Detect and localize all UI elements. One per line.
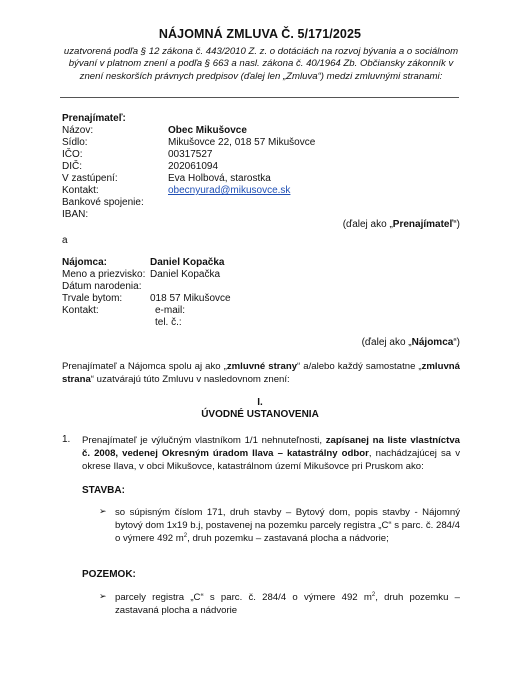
pozemok-description: parcely registra „C“ s parc. č. 284/4 o výmere 492 $m^2$, druh pozemku – zastavaná plocha a nádvorie <box>115 591 460 616</box>
landlord-value-seat: Mikušovce 22, 018 57 Mikušovce <box>168 137 316 148</box>
section-number: I. <box>257 397 263 408</box>
landlord-label-iban: IBAN: <box>62 209 89 220</box>
arrow-bullet-icon: ➢ <box>99 591 107 601</box>
tenant-label-contact: Kontakt: <box>62 305 99 316</box>
tenant-value-residence: 018 57 Mikušovce <box>150 293 231 304</box>
landlord-email-link[interactable]: obecnyurad@mikusovce.sk <box>168 185 291 196</box>
landlord-label-representative: V zastúpení: <box>62 173 118 184</box>
landlord-label-name: Názov: <box>62 125 94 136</box>
tenant-label-residence: Trvale bytom: <box>62 293 123 304</box>
header-divider <box>60 97 459 98</box>
landlord-value-dic: 202061094 <box>168 161 219 172</box>
contract-intro: uzatvorená podľa § 12 zákona č. 443/2010 Z. z. o dotáciách na rozvoj bývania a o sociálnom bývaní v platnom znení a podľa § 663 a nasl. zákona č. 40/1964 Zb. Občiansky zákonník v znení neskorších právnych predpisov (ďalej len „Zmluva“) medzi zmluvnými stranami: <box>63 46 459 82</box>
landlord-label-contact: Kontakt: <box>62 185 99 196</box>
contract-title: NÁJOMNÁ ZMLUVA Č. 5/171/2025 <box>158 27 362 41</box>
stavba-heading: STAVBA: <box>82 485 125 496</box>
clause-1-text: Prenajímateľ je výlučným vlastníkom 1/1 nehnuteľnosti, zapísanej na liste vlastníctva č. 2008, vedenej Okresným úradom Ilava – katastrálny odbor, nachádzajúcej sa v okrese Ilava, v obci Mikušovce, katastrálnom území Mikušovce pri Pruskom ako: <box>82 435 460 472</box>
tenant-heading-name: Daniel Kopačka <box>150 257 225 268</box>
arrow-bullet-icon: ➢ <box>99 506 107 516</box>
tenant-value-email: e-mail: <box>155 305 186 316</box>
tenant-value-name: Daniel Kopačka <box>150 269 221 280</box>
landlord-heading: Prenajímateľ: <box>62 113 126 124</box>
landlord-label-ico: IČO: <box>62 149 83 160</box>
tenant-label-birthdate: Dátum narodenia: <box>62 281 142 292</box>
tenant-heading: Nájomca: <box>62 257 108 268</box>
tenant-label-name: Meno a priezvisko: <box>62 269 146 280</box>
landlord-label-bank: Bankové spojenie: <box>62 197 144 208</box>
landlord-label-seat: Sídlo: <box>62 137 88 148</box>
landlord-value-ico: 00317527 <box>168 149 213 160</box>
landlord-label-dic: DIČ: <box>62 161 82 172</box>
tenant-designation: (ďalej ako „Nájomca“) <box>361 337 460 348</box>
landlord-value-name: Obec Mikušovce <box>168 125 247 136</box>
stavba-description: so súpisným číslom 171, druh stavby – Bytový dom, popis stavby - Nájomný bytový dom 1x19 b.j, postavenej na pozemku parcely registra „C“ s parc. č. 284/4 o výmere 492 $m^2$, druh pozemku – zastavaná plocha a nádvorie; <box>115 507 460 544</box>
parties-paragraph: Prenajímateľ a Nájomca spolu aj ako „zmluvné strany“ a/alebo každý samostatne „zmluvná strana“ uzatvárajú túto Zmluvu v nasledovnom znení: <box>62 361 460 385</box>
landlord-value-representative: Eva Holbová, starostka <box>168 173 271 184</box>
pozemok-heading: POZEMOK: <box>82 569 136 580</box>
landlord-designation: (ďalej ako „Prenajímateľ“) <box>342 219 460 230</box>
clause-number: 1. <box>62 434 71 445</box>
section-title: ÚVODNÉ USTANOVENIA <box>201 409 319 420</box>
tenant-value-phone: tel. č.: <box>155 317 182 328</box>
and-word: a <box>62 235 68 246</box>
